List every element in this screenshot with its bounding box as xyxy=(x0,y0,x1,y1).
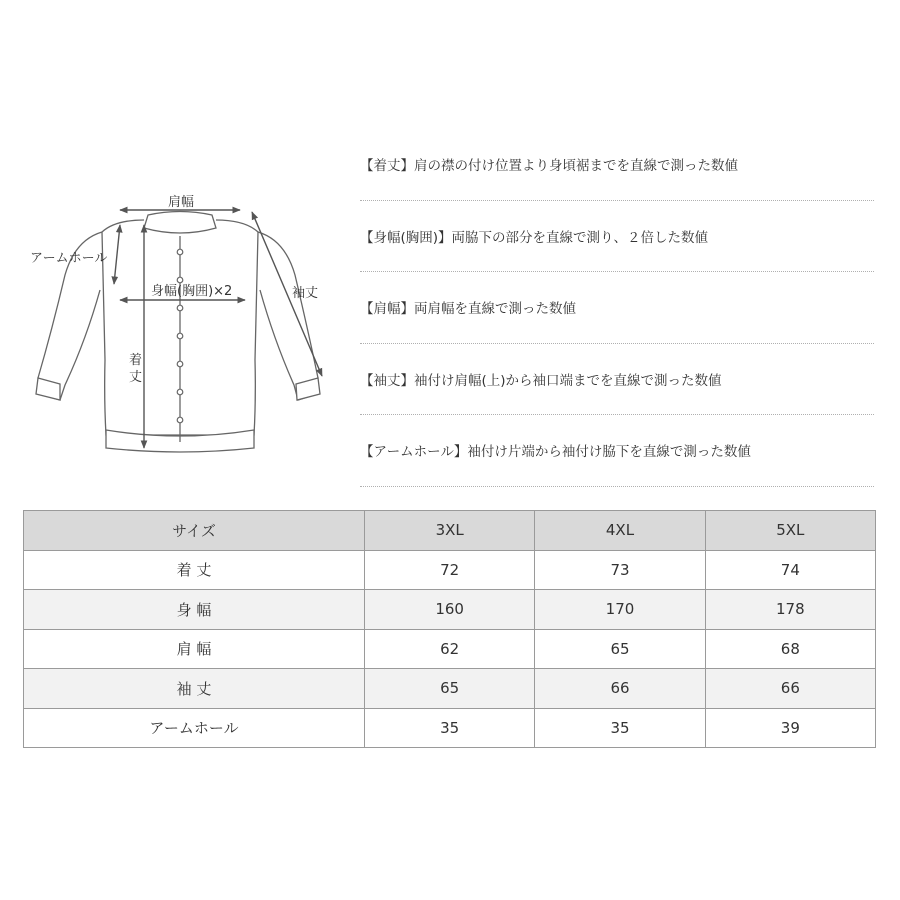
table-cell: 39 xyxy=(705,708,875,748)
table-cell: 65 xyxy=(535,629,705,669)
table-cell: 170 xyxy=(535,590,705,630)
definition-armhole: 【アームホール】袖付け片端から袖付け脇下を直線で測った数値 xyxy=(360,415,874,487)
header-4xl: 4XL xyxy=(535,511,705,551)
header-5xl: 5XL xyxy=(705,511,875,551)
table-row xyxy=(24,708,876,748)
table-row xyxy=(24,550,876,590)
table-cell: 160 xyxy=(365,590,535,630)
table-row xyxy=(24,669,876,709)
header-3xl: 3XL xyxy=(365,511,535,551)
row-label: 身 幅 xyxy=(24,590,365,630)
table-header-row xyxy=(24,511,876,551)
row-label: 肩 幅 xyxy=(24,629,365,669)
shoulder-label: 肩幅 xyxy=(168,195,195,210)
table-cell: 66 xyxy=(535,669,705,709)
row-label: アームホール xyxy=(24,708,365,748)
table-cell: 62 xyxy=(365,629,535,669)
row-label: 袖 丈 xyxy=(24,669,365,709)
table-cell: 73 xyxy=(535,550,705,590)
length-label-bottom: 丈 xyxy=(129,370,143,385)
definition-length: 【着丈】肩の襟の付け位置より身頃裾までを直線で測った数値 xyxy=(360,129,874,201)
table-cell: 74 xyxy=(705,550,875,590)
armhole-arrow xyxy=(114,225,120,284)
garment-measurement-diagram xyxy=(20,180,360,470)
table-row xyxy=(24,590,876,630)
size-chart-table xyxy=(23,510,876,748)
table-cell: 35 xyxy=(365,708,535,748)
definition-chest: 【身幅(胸囲)】両脇下の部分を直線で測り、２倍した数値 xyxy=(360,201,874,273)
table-cell: 65 xyxy=(365,669,535,709)
table-cell: 178 xyxy=(705,590,875,630)
length-label-top: 着 xyxy=(129,353,143,368)
measurement-definitions xyxy=(360,129,874,487)
chest-label: 身幅(胸囲)×2 xyxy=(151,284,233,299)
header-size: サイズ xyxy=(24,511,365,551)
table-cell: 72 xyxy=(365,550,535,590)
armhole-label: アームホール xyxy=(30,251,108,266)
table-cell: 35 xyxy=(535,708,705,748)
row-label: 着 丈 xyxy=(24,550,365,590)
table-cell: 68 xyxy=(705,629,875,669)
table-cell: 66 xyxy=(705,669,875,709)
jacket-outline xyxy=(36,212,320,453)
definition-shoulder: 【肩幅】両肩幅を直線で測った数値 xyxy=(360,272,874,344)
table-row xyxy=(24,629,876,669)
definition-sleeve: 【袖丈】袖付け肩幅(上)から袖口端までを直線で測った数値 xyxy=(360,344,874,416)
sleeve-label: 袖丈 xyxy=(292,286,319,301)
